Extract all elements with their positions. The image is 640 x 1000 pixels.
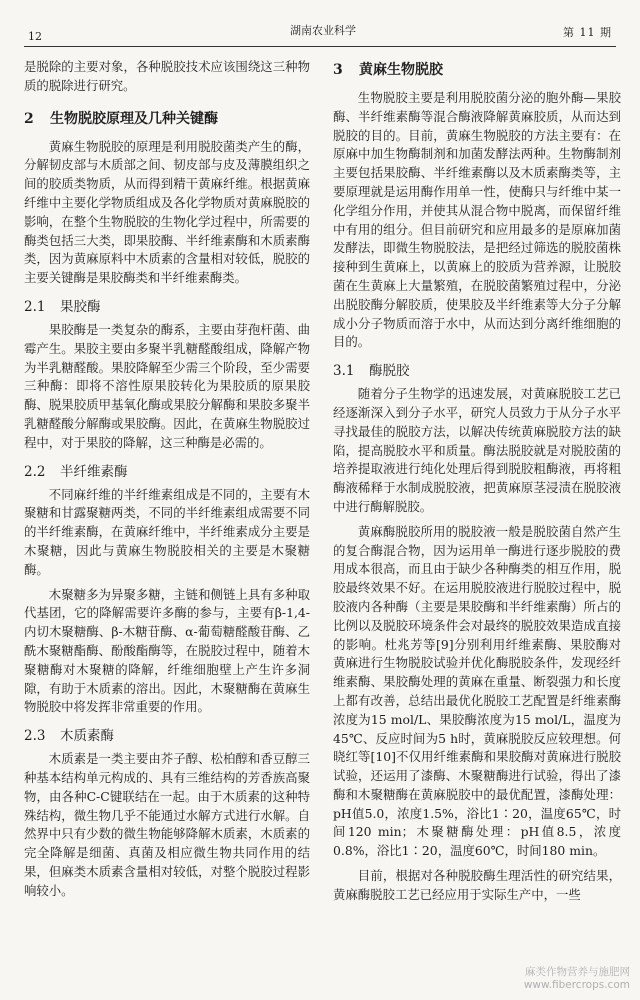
site-watermark [524, 966, 630, 992]
section-title: 生物脱胶原理及几种关键酶 [50, 110, 218, 127]
subsection-title: 木质素酶 [60, 728, 114, 745]
subsection-number: 3.1 [333, 363, 355, 380]
page-number: 12 [28, 30, 42, 43]
header-rule [24, 46, 616, 47]
subsection-3-1-body-1: 随着分子生物学的迅速发展，对黄麻脱胶工艺已经逐渐深入到分子水平，研究人员致力于从分子水平寻找最佳的脱胶方法，以解决传统黄麻脱胶方法的缺陷，提高脱胶水平和质量。酶法脱胶就是对脱胶菌的培养提取液进行纯化处理后得到脱胶粗酶液，再将粗酶液稀释于水制成脱胶液，把黄麻原茎浸渍在脱胶液中进行酶解脱胶。 [333, 386, 621, 514]
subsection-number: 2.1 [24, 298, 46, 315]
subsection-2-1-body: 果胶酶是一类复杂的酶系，主要由芽孢杆菌、曲霉产生。果胶主要由多聚半乳糖醛酸组成，降解产物为半乳糖醛酸。果胶降解至少需三个阶段，至少需要三种酶：即将不溶性原果胶转化为果胶质的原果胶酶、脱果胶质甲基氧化酶或果胶分解酶和果胶多聚半乳糖醛酸分解酶或果胶酶。因此，在黄麻生物脱胶过程中，对于果胶的降解，这三种酶是必需的。 [24, 321, 310, 450]
watermark-url: www.fibercrops.com [523, 979, 630, 991]
subsection-number: 2.3 [24, 728, 46, 745]
section-3-heading [333, 60, 621, 80]
section-number: 3 [333, 62, 343, 78]
section-number: 2 [24, 110, 34, 127]
subsection-number: 2.2 [24, 463, 46, 480]
subsection-2-2-body-2: 木聚糖多为异聚多糖，主链和侧链上具有多种取代基团，它的降解需要许多酶的参与，主要有β-1,4-内切木聚糖酶、β-木糖苷酶、α-葡萄糖醛酸苷酶、乙酰木聚糖酯酶、酚酸酯酶等，在脱胶过程中，随着木聚糖酶对木聚糖的降解，纤维细胞壁上产生许多洞隙，有助于木质素的溶出。因此，木聚糖酶在黄麻生物脱胶中将发挥非常重要的作用。 [24, 586, 310, 715]
subsection-3-1-body-3: 目前，根据对各种脱胶酶生理活性的研究结果，黄麻酶脱胶工艺已经应用于实际生产中，一些 [333, 868, 621, 902]
subsection-title: 酶脱胶 [369, 363, 410, 380]
section-3-body: 生物脱胶主要是利用脱胶菌分泌的胞外酶—果胶酶、半纤维素酶等混合酶液降解黄麻胶质，从而达到脱胶的目的。目前，黄麻生物脱胶的方法主要有：在原麻中加生物酶制剂和加菌发酵法两种。生物酶制剂主要包括果胶酶、半纤维素酶以及木质素酶类等，主要原理就是运用酶作用单一性，使酶只与纤维中某一化学组分作用，并使其从混合物中脱离，而保留纤维中有用的组分。但目前研究和应用最多的是原麻加菌发酵法，即微生物脱胶法，是把经过筛选的脱胶菌株接种到生黄麻上，以黄麻上的胶质为营养源，让脱胶菌在生黄麻上大量繁殖，在脱胶菌繁殖过程中，分泌出脱胶酶分解胶质，使果胶及半纤维素等大分子分解成小分子物质而溶于水中，从而达到分离纤维细胞的目的。 [333, 90, 621, 350]
intro-paragraph: 是脱除的主要对象，各种脱胶技术应该围绕这三种物质的脱除进行研究。 [24, 59, 310, 93]
subsection-2-2-heading [24, 462, 310, 482]
subsection-title: 果胶酶 [60, 298, 101, 315]
issue-number: 第 11 期 [563, 26, 612, 39]
subsection-2-3-body: 木质素是一类主要由芥子醇、松柏醇和香豆醇三种基本结构单元构成的、具有三维结构的芳香族高聚物，由各种C-C键联结在一起。由于木质素的这种特殊结构，微生物几乎不能通过水解方式进行水解。自然界中只有少数的微生物能够降解木质素，木质素的完全降解是细菌、真菌及相应微生物共同作用的结果，但麻类木质素含量相对较低，对整个脱胶过程影响较小。 [24, 751, 310, 898]
section-title: 黄麻生物脱胶 [359, 62, 443, 78]
page-header [0, 0, 640, 48]
right-column [333, 58, 621, 905]
subsection-3-1-body-2: 黄麻酶脱胶所用的脱胶液一般是脱胶菌自然产生的复合酶混合物，因为运用单一酶进行逐步脱胶的费用成本很高，而且由于缺少各种酶类的相互作用，脱胶最终效果不好。在运用脱胶液进行脱胶过程中，脱胶液内各种酶（主要是果胶酶和半纤维素酶）所占的比例以及脱胶环境条件会对最终的脱胶效果造成直接的影响。杜兆芳等[9]分别利用纤维素酶、果胶酶对黄麻进行生物脱胶试验并优化酶脱胶条件，发现经纤维素酶、果胶酶处理的黄麻在重量、断裂强力和长度上都有改善，总结出最优化脱胶工艺配置是纤维素酶浓度为15 mol/L、果胶酶浓度为15 mol/L，温度为45℃、反应时间为5 h时，黄麻脱胶反应较理想。何晓红等[10]不仅用纤维素酶和果胶酶对黄麻进行脱胶试验，还运用了漆酶、木聚糖酶进行试验，得出了漆酶和木聚糖酶在黄麻脱胶中的最优配置，漆酶处理：pH值5.0，浓度1.5%，浴比1∶20，温度65℃，时间120 min；木聚糖酶处理：pH值8.5，浓度0.8%，浴比1∶20，温度60℃，时间180 min。 [333, 523, 621, 859]
section-2-heading [24, 109, 310, 129]
journal-title: 湖南农业科学 [290, 24, 356, 37]
left-column [24, 58, 310, 900]
section-2-body: 黄麻生物脱胶的原理是利用脱胶菌类产生的酶，分解韧皮部与木质部之间、韧皮部与皮及薄膜组织之间的胶质类物质，从而得到精干黄麻纤维。根据黄麻纤维中主要化学物质组成及各化学物质对黄麻脱胶的影响，在整个生物脱胶的生物化学过程中，所需要的酶类包括三大类，即果胶酶、半纤维素酶和木质素酶类，因为黄麻原料中木质素的含量相对较低，脱胶的主要关键酶是果胶酶类和半纤维素酶类。 [24, 138, 310, 286]
subsection-2-2-body-1: 不同麻纤维的半纤维素组成是不同的，主要有木聚糖和甘露聚糖两类，不同的半纤维素组成需要不同的半纤维素酶，在黄麻纤维中，半纤维素成分主要是木聚糖，因此与黄麻生物脱胶相关的主要是木聚糖酶。 [24, 486, 310, 577]
subsection-3-1-heading [333, 361, 621, 381]
watermark-text: 麻类作物营养与施肥网 [525, 966, 630, 978]
subsection-title: 半纤维素酶 [60, 463, 128, 480]
subsection-2-1-heading [24, 297, 310, 317]
subsection-2-3-heading [24, 726, 310, 746]
